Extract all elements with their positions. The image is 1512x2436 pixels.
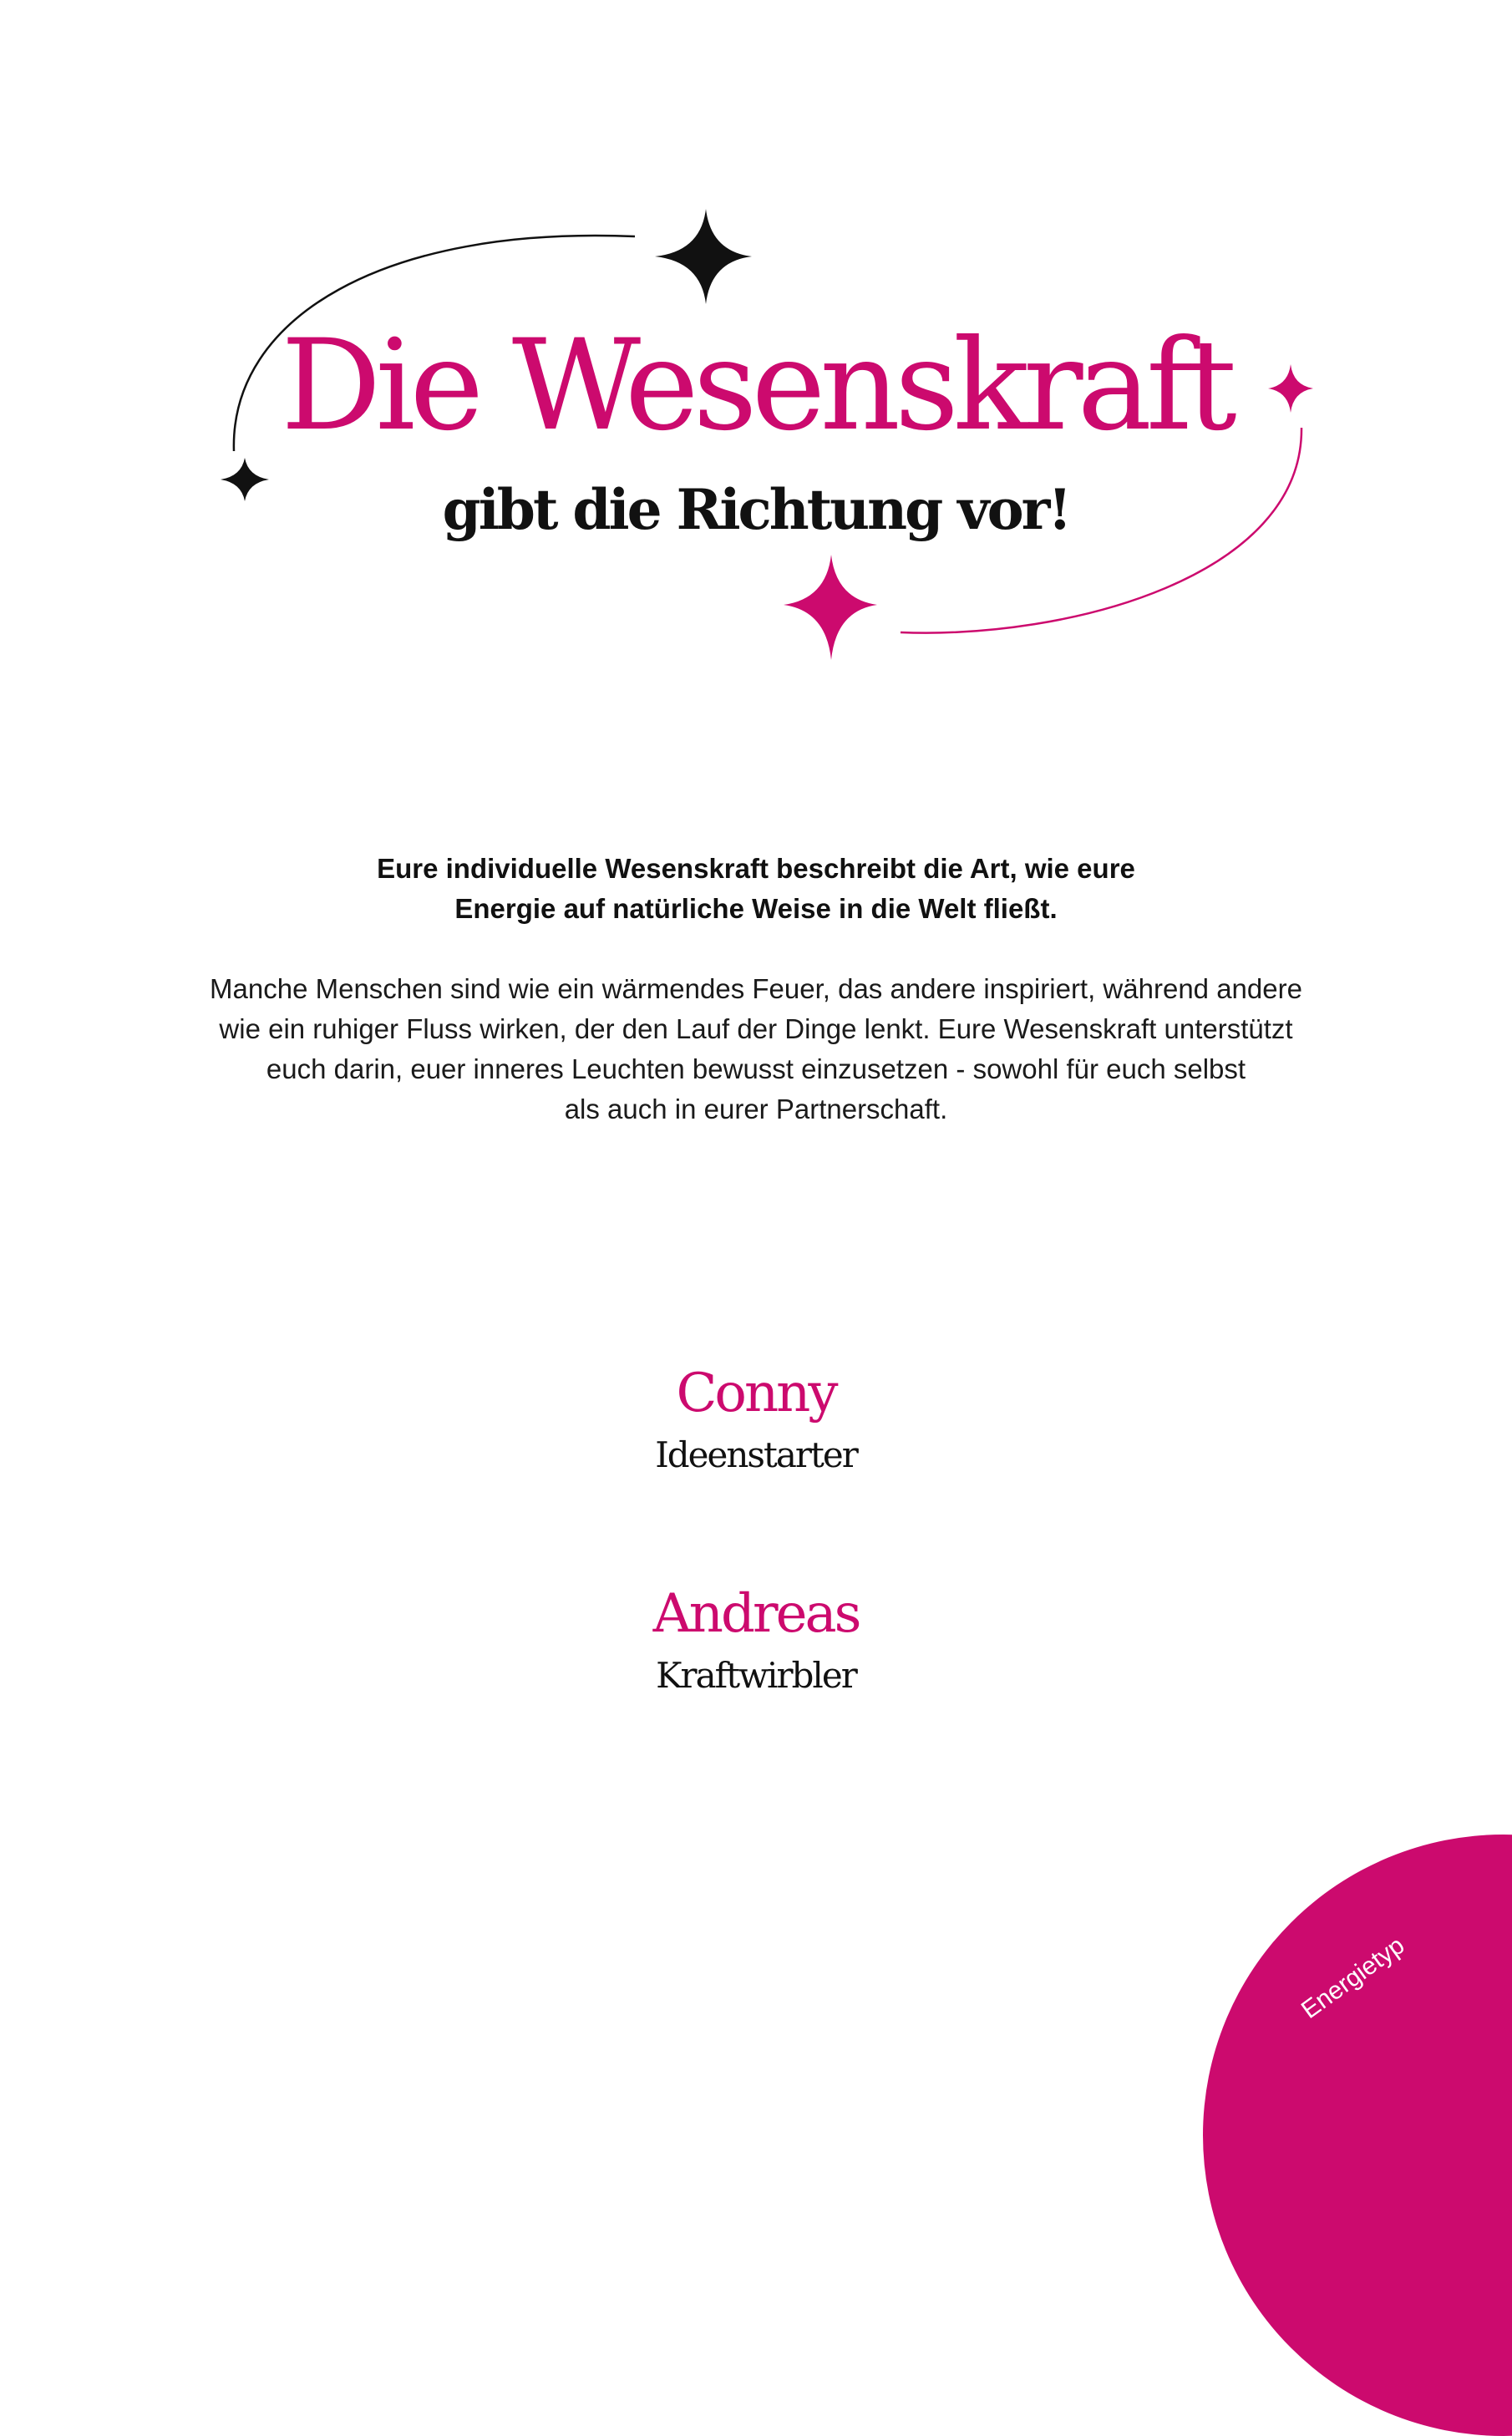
corner-badge	[1203, 1835, 1512, 2436]
person-card-conny	[0, 1360, 1512, 1479]
person-card-andreas	[0, 1581, 1512, 1699]
person-name: Conny	[676, 1363, 836, 1424]
intro-line: Energie auf natürliche Weise in die Welt fließt.	[454, 893, 1058, 924]
person-name: Andreas	[652, 1583, 860, 1645]
person-type: Ideenstarter	[655, 1434, 857, 1475]
body-line: euch darin, euer inneres Leuchten bewusst einzusetzen - sowohl für euch selbst	[266, 1053, 1246, 1084]
page-subtitle: gibt die Richtung vor!	[442, 477, 1070, 542]
body-paragraph	[125, 969, 1387, 1129]
sparkle-star-icon	[784, 555, 877, 660]
page-title: Die Wesenskraft	[281, 313, 1231, 459]
intro-line: Eure individuelle Wesenskraft beschreibt die Art, wie eure	[377, 853, 1135, 884]
sparkle-star-icon	[655, 209, 752, 304]
person-type: Kraftwirbler	[656, 1655, 856, 1696]
intro-paragraph	[125, 849, 1387, 929]
body-line: wie ein ruhiger Fluss wirken, der den Lauf der Dinge lenkt. Eure Wesenskraft unterstützt	[219, 1013, 1293, 1044]
corner-badge-label: Energietyp	[1296, 1931, 1410, 2025]
body-line: als auch in eurer Partnerschaft.	[564, 1094, 948, 1124]
body-line: Manche Menschen sind wie ein wärmendes Feuer, das andere inspiriert, während andere	[210, 973, 1302, 1004]
